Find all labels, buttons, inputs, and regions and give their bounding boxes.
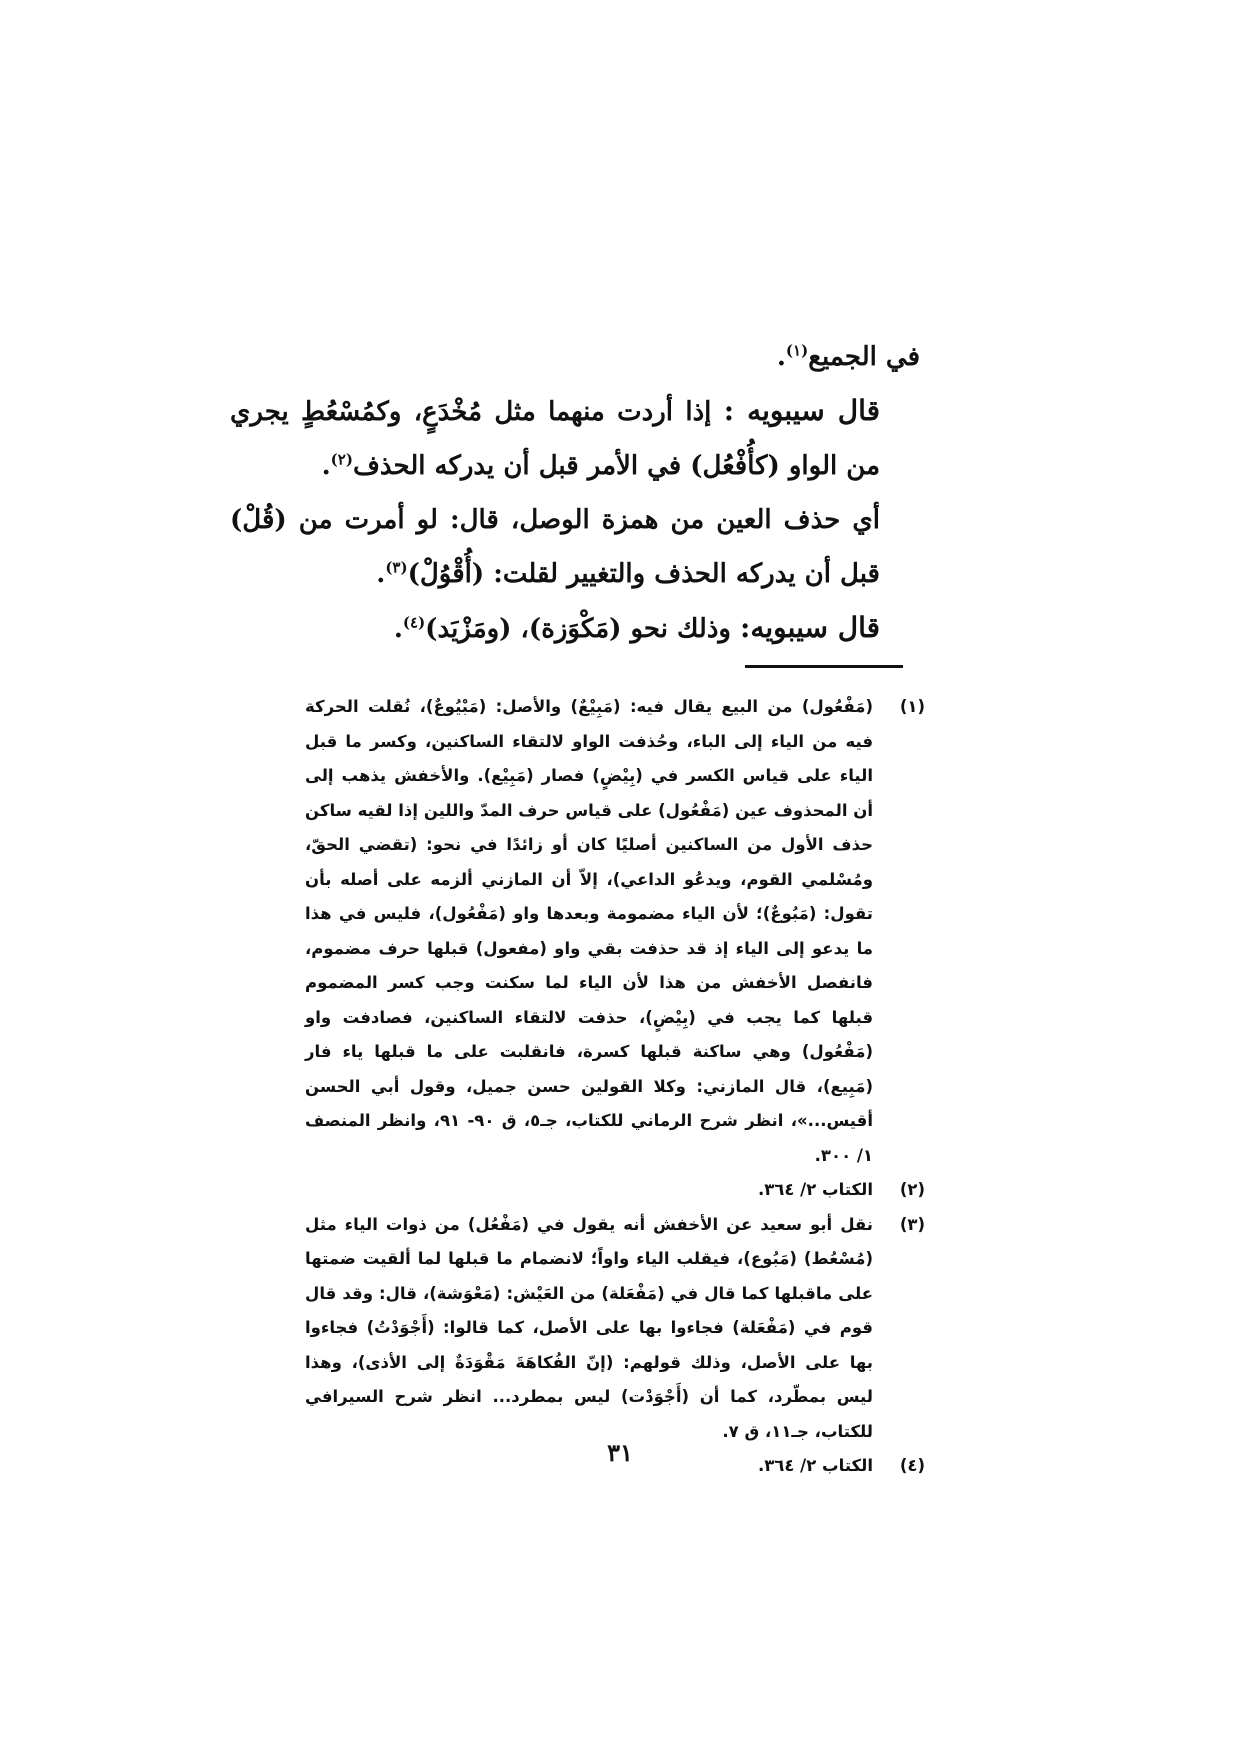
- footnote-text: نقل أبو سعيد عن الأخفش أنه يقول في (مَفْعُل) من ذوات الياء مثل (مُسْعُط) (مَبُوع)، فيقلب الياء واواً؛ لانضمام ما قبلها لما ألقيت ضمتها على ماقبلها كما قال في (مَفْعَلة) من العَيْش: (مَعْوَشة)، قال: وقد قال قوم في (مَفْعَلة) فجاءوا بها على الأصل، كما قالوا: (أَجْوَدْتُ) فجاءوا بها على الأصل، وذلك قولهم: (إنّ الفُكاهَةَ مَقْوَدَةٌ إلى الأذى)، وهذا ليس بمطّرد، كما أن (أَجْوَدْت) ليس بمطرد... انظر شرح السيرافي للكتاب، جـ١١، ق ٧.: [305, 1214, 873, 1441]
- footnote-ref-1: (١): [785, 341, 809, 360]
- footnote-text: (مَفْعُول) من البيع يقال فيه: (مَبِيْعٌ) والأصل: (مَبْيُوعٌ)، نُقلت الحركة فيه من الياء إلى الباء، وحُذفت الواو لالتقاء الساكنين، وكسر ما قبل الياء على قياس الكسر في (بِيْضٍ) فصار (مَبِيْع). والأخفش يذهب إلى أن المحذوف عين (مَفْعُول) على قياس حرف المدّ واللين إذا لقيه ساكن حذف الأول من الساكنين أصليًا كان أو زائدًا في نحو: (تقضي الحقّ، ومُسْلمي القوم، ويدعُو الداعي)، إلاّ أن المازني ألزمه على أصله بأن تقول: (مَبُوعٌ)؛ لأن الياء مضمومة وبعدها واو (مَفْعُول)، فليس في هذا ما يدعو إلى الياء إذ قد حذفت بقي واو (مفعول) قبلها حرف مضموم، فانفصل الأخفش من هذا لأن الياء لما سكنت وجب كسر المضموم قبلها كما يجب في (بِيْضٍ)، حذفت لالتقاء الساكنين، فصادفت واو (مَفْعُول) وهي ساكنة قبلها كسرة، فانقلبت على ما قبلها ياء فار (مَبِيع)، قال المازني: وكلا القولين حسن جميل، وقول أبي الحسن أقيس...»، انظر شرح الرماني للكتاب، جـ٥، ق ٩٠- ٩١، وانظر المنصف ١/ ٣٠٠.: [305, 697, 873, 1165]
- main-line-1-text: في الجميع: [808, 342, 920, 372]
- footnote-number: (١): [899, 697, 925, 716]
- page-number: ٣١: [607, 1438, 633, 1467]
- speaker-label-2: قال سيبويه:: [740, 611, 880, 644]
- main-text-block: [230, 330, 920, 656]
- footnote-ref-2: (٢): [330, 450, 353, 469]
- main-paragraph-1-text: إذا أردت منهما مثل مُخْدَعٍ، وكمُسْعُطٍ يجري من الواو (كأُفْعُل) في الأمر قبل أن يدركه الحذف: [230, 397, 880, 481]
- footnote-text: الكتاب ٢/ ٣٦٤.: [757, 1180, 873, 1199]
- main-paragraph-2-text: أي حذف العين من همزة الوصل، قال: لو أمرت من (قُلْ) قبل أن يدركه الحذف والتغيير لقلت: (أُقْوُلْ): [230, 505, 880, 589]
- footnotes-section: [305, 690, 925, 1484]
- footnote-number: (٢): [899, 1180, 925, 1199]
- main-paragraph-3-text: وذلك نحو (مَكْوَزة)، (ومَزْيَد): [425, 614, 731, 644]
- footnote-2: [305, 1173, 925, 1208]
- main-line-1: في الجميع$^{(١)}$.: [776, 341, 920, 372]
- footnote-ref-4: (٤): [402, 613, 426, 632]
- footnote-text: الكتاب ٢/ ٣٦٤.: [757, 1456, 873, 1475]
- speaker-label-1: قال سيبويه :: [723, 394, 880, 427]
- footnote-3: [305, 1208, 925, 1450]
- footnote-ref-3: (٣): [385, 558, 408, 577]
- footnote-number: (٤): [899, 1456, 925, 1475]
- main-paragraph-1: قال سيبويه : إذا أردت منهما مثل مُخْدَعٍ، وكمُسْعُطٍ يجري من الواو (كأُفْعُل) في الأمر قبل أن يدركه الحذف$^{(٢)}$.: [230, 394, 880, 481]
- main-paragraph-3: قال سيبويه: وذلك نحو (مَكْوَزة)، (ومَزْيَد)$^{(٤)}$.: [393, 611, 880, 644]
- footnote-1: [305, 690, 925, 1173]
- main-paragraph-2: أي حذف العين من همزة الوصل، قال: لو أمرت من (قُلْ) قبل أن يدركه الحذف والتغيير لقلت: (أُقْوُلْ)$^{(٣)}$.: [230, 505, 880, 589]
- footnote-number: (٣): [899, 1214, 925, 1234]
- footnote-separator: [745, 665, 903, 668]
